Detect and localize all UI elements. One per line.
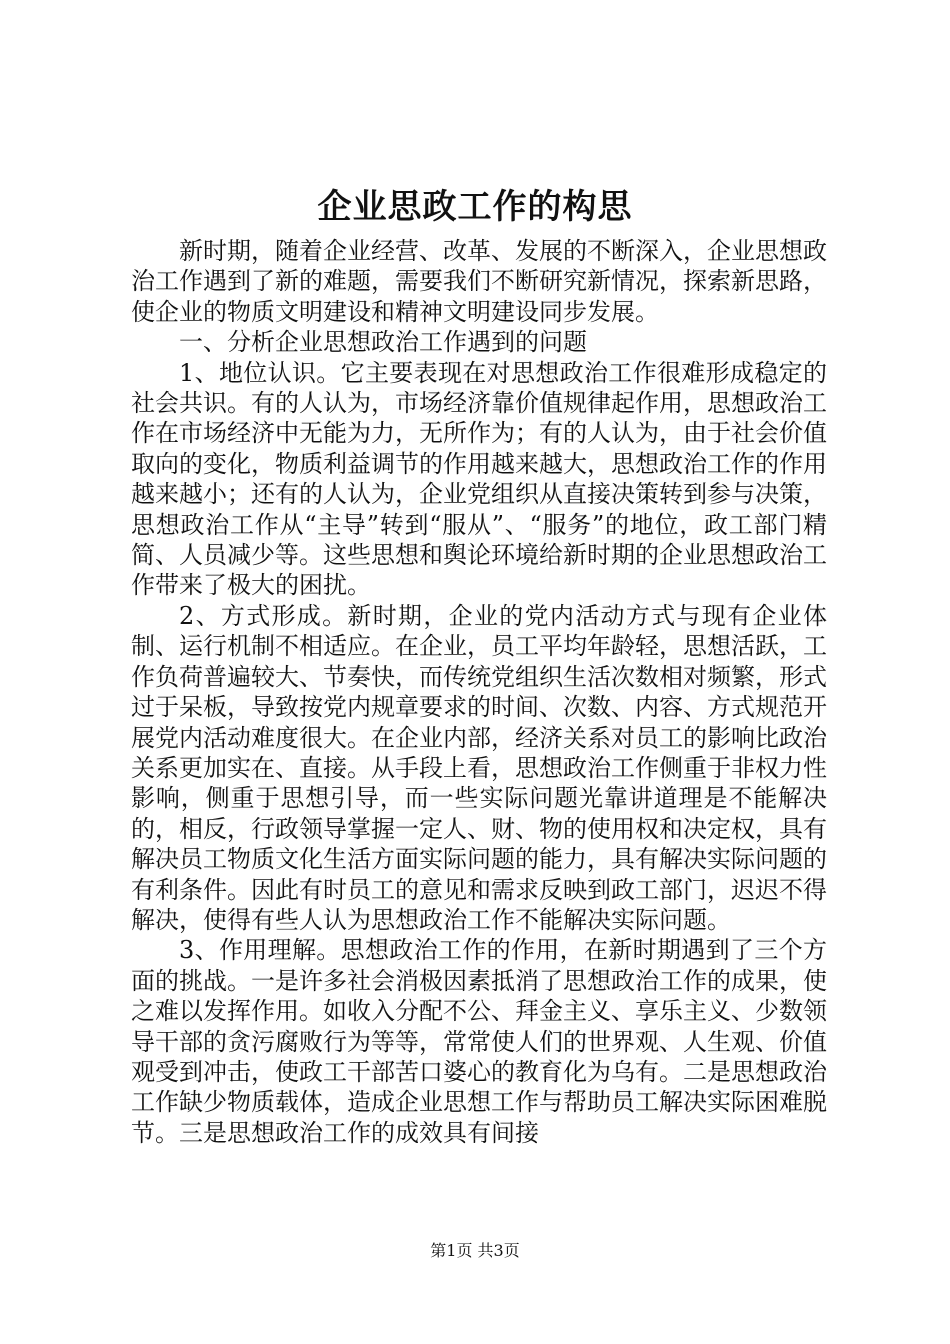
intro-paragraph: 新时期，随着企业经营、改革、发展的不断深入，企业思想政治工作遇到了新的难题，需要我们不断研究新情况，探索新思路，使企业的物质文明建设和精神文明建设同步发展。 <box>131 237 827 326</box>
paragraph-role-understanding: 3、作用理解。思想政治工作的作用，在新时期遇到了三个方面的挑战。一是许多社会消极因素抵消了思想政治工作的成果，使之难以发挥作用。如收入分配不公、拜金主义、享乐主义、少数领导干部的贪污腐败行为等等，常常使人们的世界观、人生观、价值观受到冲击，使政工干部苦口婆心的教育化为乌有。二是思想政治工作缺少物质载体，造成企业思想工作与帮助员工解决实际困难脱节。三是思想政治工作的成效具有间接 <box>131 936 827 1147</box>
document-title: 企业思政工作的构思 <box>317 187 633 227</box>
section-heading: 一、分析企业思想政治工作遇到的问题 <box>179 328 587 357</box>
paragraph-method-formation: 2、方式形成。新时期，企业的党内活动方式与现有企业体制、运行机制不相适应。在企业，员工平均年龄轻，思想活跃，工作负荷普遍较大、节奏快，而传统党组织生活次数相对频繁，形式过于呆板，导致按党内规章要求的时间、次数、内容、方式规范开展党内活动难度很大。在企业内部，经济关系对员工的影响比政治关系更加实在、直接。从手段上看，思想政治工作侧重于非权力性影响，侧重于思想引导，而一些实际问题光靠讲道理是不能解决的，相反，行政领导掌握一定人、财、物的使用权和决定权，具有解决员工物质文化生活方面实际问题的能力，具有解决实际问题的有利条件。因此有时员工的意见和需求反映到政工部门，迟迟不得解决，使得有些人认为思想政治工作不能解决实际问题。 <box>131 601 827 934</box>
document-body <box>131 236 827 1148</box>
page-number: 第1页 共3页 <box>430 1241 520 1260</box>
paragraph-position-recognition: 1、地位认识。它主要表现在对思想政治工作很难形成稳定的社会共识。有的人认为，市场经济靠价值规律起作用，思想政治工作在市场经济中无能为力，无所作为；有的人认为，由于社会价值取向的变化，物质利益调节的作用越来越大，思想政治工作的作用越来越小；还有的人认为，企业党组织从直接决策转到参与决策，思想政治工作从“主导”转到“服从”、“服务”的地位，政工部门精简、人员减少等。这些思想和舆论环境给新时期的企业思想政治工作带来了极大的困扰。 <box>131 358 827 600</box>
